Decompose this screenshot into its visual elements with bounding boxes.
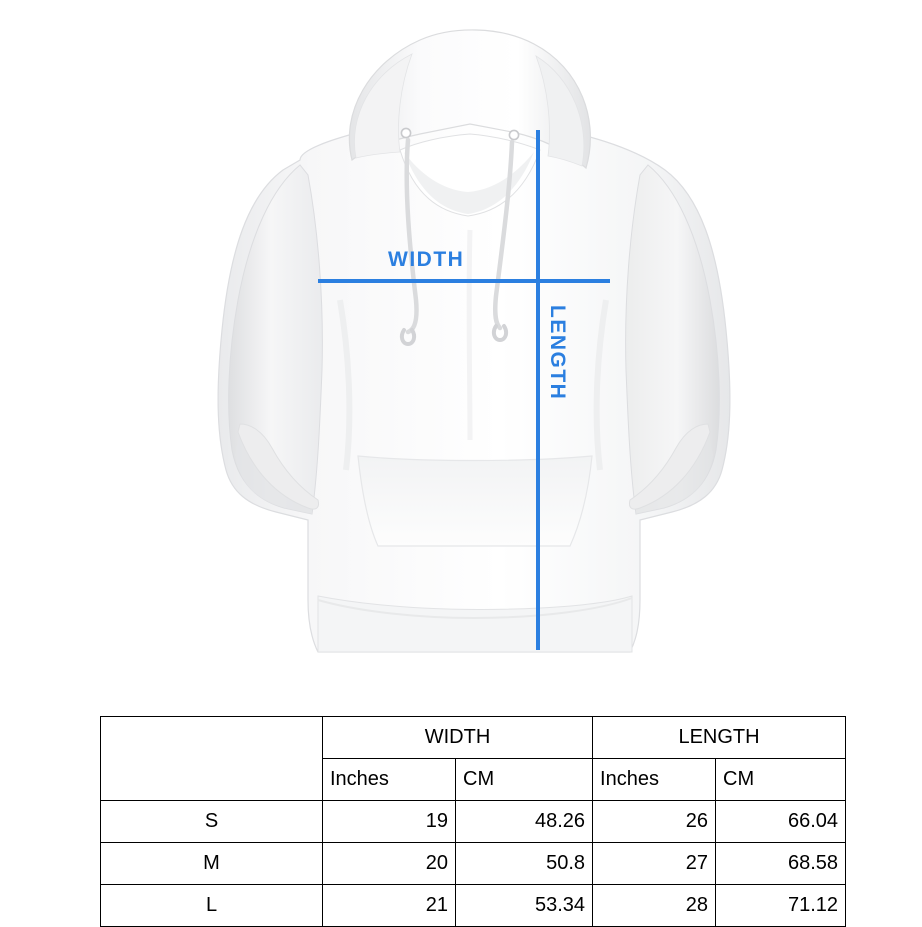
size-label: L (101, 885, 323, 927)
length-label: LENGTH (546, 305, 569, 401)
group-header-width: WIDTH (323, 717, 593, 759)
unit-header-length-inches: Inches (593, 759, 716, 801)
width-inches-value: 19 (323, 801, 456, 843)
unit-header-length-cm: CM (716, 759, 846, 801)
width-inches-value: 20 (323, 843, 456, 885)
length-cm-value: 71.12 (716, 885, 846, 927)
size-label: S (101, 801, 323, 843)
table-row (101, 801, 846, 843)
unit-header-width-inches: Inches (323, 759, 456, 801)
table-row (101, 885, 846, 927)
length-cm-value: 68.58 (716, 843, 846, 885)
table-row (101, 843, 846, 885)
corner-cell (101, 717, 323, 801)
unit-header-width-cm: CM (456, 759, 593, 801)
width-inches-value: 21 (323, 885, 456, 927)
length-inches-value: 26 (593, 801, 716, 843)
length-cm-value: 66.04 (716, 801, 846, 843)
length-inches-value: 28 (593, 885, 716, 927)
group-header-length: LENGTH (593, 717, 846, 759)
width-cm-value: 50.8 (456, 843, 593, 885)
width-cm-value: 53.34 (456, 885, 593, 927)
length-inches-value: 27 (593, 843, 716, 885)
width-label: WIDTH (388, 248, 465, 271)
width-cm-value: 48.26 (456, 801, 593, 843)
size-chart-table (100, 716, 845, 927)
table-group-header-row (101, 717, 846, 759)
size-label: M (101, 843, 323, 885)
